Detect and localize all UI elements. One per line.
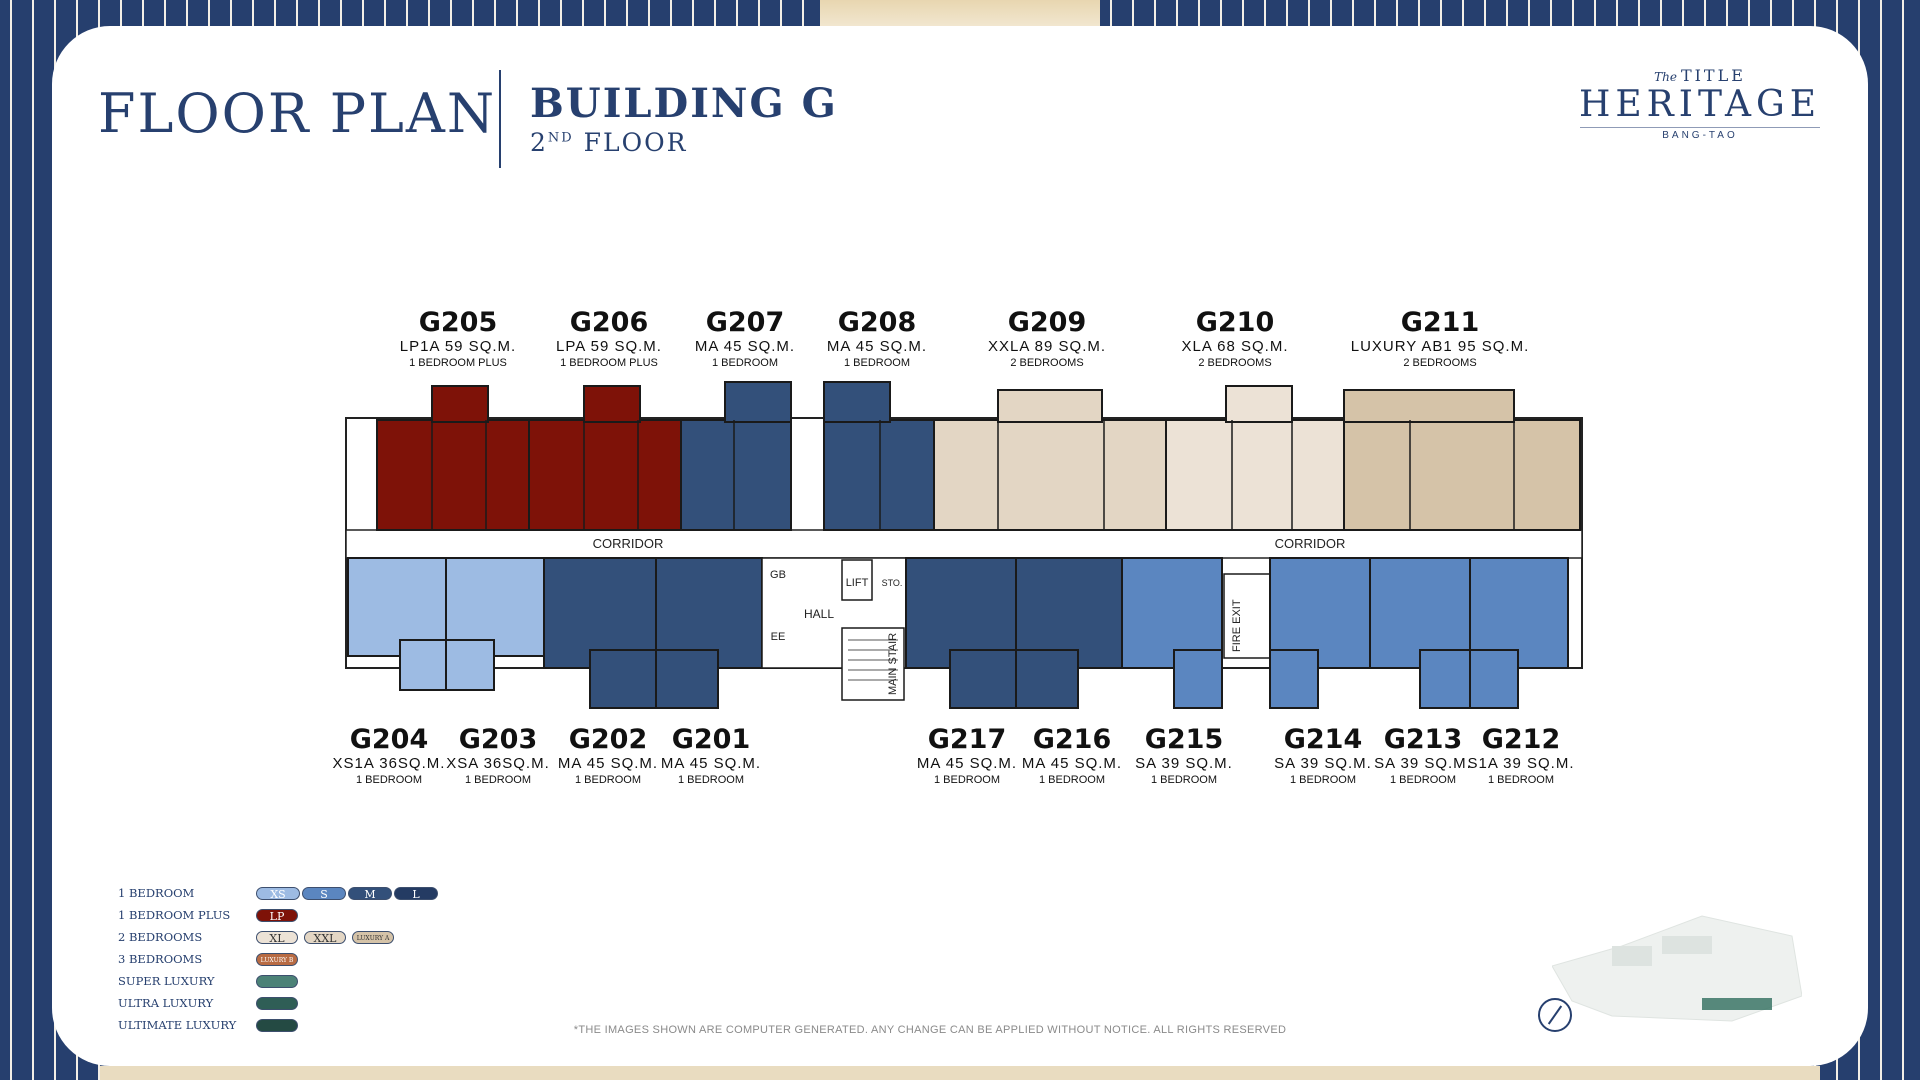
page-title: FLOOR PLAN	[98, 82, 497, 145]
legend-label: 2 BEDROOMS	[118, 930, 203, 944]
unit-area: XLA 68 SQ.M.	[1181, 338, 1289, 355]
legend-chip-luxury-b: LUXURY B	[256, 953, 298, 966]
unit-g211	[1344, 390, 1580, 530]
logo-sub: BANG-TAO	[1662, 130, 1738, 141]
legend-chip-lp: LP	[256, 909, 298, 922]
unit-g202	[544, 558, 656, 708]
legend-chip-xxl: XXL	[304, 931, 346, 944]
unit-g205	[377, 386, 529, 530]
unit-area: SA 39 SQ.M.	[1374, 755, 1472, 772]
unit-code: G208	[837, 307, 917, 338]
unit-code: G205	[418, 307, 498, 338]
unit-g207	[681, 382, 791, 530]
unit-g210	[1166, 386, 1344, 530]
unit-area: XS1A 36SQ.M.	[332, 755, 446, 772]
unit-code: G217	[927, 724, 1007, 755]
legend-chip-xs: XS	[256, 887, 300, 900]
corridor-label-right: CORRIDOR	[1274, 536, 1346, 551]
unit-beds: 1 BEDROOM PLUS	[560, 357, 658, 369]
unit-area: MA 45 SQ.M.	[660, 755, 762, 772]
unit-area: XXLA 89 SQ.M.	[987, 338, 1107, 355]
unit-beds: 1 BEDROOM	[1487, 774, 1554, 786]
unit-area: SA 39 SQ.M.	[1274, 755, 1372, 772]
legend-chip-s: S	[302, 887, 346, 900]
unit-beds: 1 BEDROOM PLUS	[409, 357, 507, 369]
hall-label: HALL	[803, 607, 835, 621]
unit-g212	[1470, 558, 1568, 708]
legend-label: ULTIMATE LUXURY	[118, 1018, 237, 1032]
legend-chip-ultra-luxury	[256, 997, 298, 1010]
unit-beds: 1 BEDROOM	[711, 357, 778, 369]
unit-beds: 2 BEDROOMS	[1198, 357, 1272, 369]
unit-code: G207	[705, 307, 785, 338]
unit-code: G210	[1195, 307, 1275, 338]
legend-chip-m: M	[348, 887, 392, 900]
unit-code: G201	[671, 724, 751, 755]
unit-area: LPA 59 SQ.M.	[556, 338, 662, 355]
unit-beds: 1 BEDROOM	[1038, 774, 1105, 786]
unit-code: G204	[349, 724, 429, 755]
unit-area: MA 45 SQ.M.	[694, 338, 796, 355]
unit-beds: 2 BEDROOMS	[1403, 357, 1477, 369]
unit-beds: 1 BEDROOM	[464, 774, 531, 786]
unit-g217	[906, 558, 1016, 708]
disclaimer: *THE IMAGES SHOWN ARE COMPUTER GENERATED. ANY CHANGE CAN BE APPLIED WITHOUT NOTICE. ALL RIGHTS RESERVED	[573, 1024, 1287, 1036]
unit-code: G202	[568, 724, 648, 755]
unit-code: G209	[1007, 307, 1087, 338]
unit-g206	[529, 386, 681, 530]
site-plan-thumbnail	[1552, 906, 1802, 1026]
legend-label: 1 BEDROOM	[118, 886, 195, 900]
unit-beds: 1 BEDROOM	[933, 774, 1000, 786]
legend-label: 3 BEDROOMS	[118, 952, 203, 966]
unit-beds: 1 BEDROOM	[355, 774, 422, 786]
legend-label: ULTRA LUXURY	[118, 996, 214, 1010]
unit-code: G206	[569, 307, 649, 338]
unit-area: SA 39 SQ.M.	[1135, 755, 1233, 772]
unit-g208	[824, 382, 934, 530]
unit-beds: 1 BEDROOM	[843, 357, 910, 369]
unit-beds: 1 BEDROOM	[1150, 774, 1217, 786]
unit-area: MA 45 SQ.M.	[916, 755, 1018, 772]
unit-beds: 2 BEDROOMS	[1010, 357, 1084, 369]
gb-label: GB	[770, 569, 786, 581]
legend-label: 1 BEDROOM PLUS	[118, 908, 231, 922]
legend-chip-ultimate-luxury	[256, 1019, 298, 1032]
unit-g215	[1122, 558, 1222, 708]
unit-beds: 1 BEDROOM	[574, 774, 641, 786]
floor-number: 2	[530, 128, 548, 157]
unit-code: G213	[1383, 724, 1463, 755]
legend-chip-super-luxury	[256, 975, 298, 988]
unit-area: MA 45 SQ.M.	[1021, 755, 1123, 772]
unit-code: G212	[1481, 724, 1561, 755]
unit-code: G214	[1283, 724, 1363, 755]
unit-area: MA 45 SQ.M.	[826, 338, 928, 355]
unit-area: MA 45 SQ.M.	[557, 755, 659, 772]
unit-area: LP1A 59 SQ.M.	[399, 338, 517, 355]
legend-chip-xl: XL	[256, 931, 298, 944]
corridor-label-left: CORRIDOR	[592, 536, 664, 551]
unit-area: LUXURY AB1 95 SQ.M.	[1350, 338, 1530, 355]
logo-the: The	[1654, 70, 1677, 84]
unit-code: G203	[458, 724, 538, 755]
legend-label: SUPER LUXURY	[118, 974, 215, 988]
unit-area: S1A 39 SQ.M.	[1467, 755, 1575, 772]
floor-suffix: ND	[547, 130, 574, 146]
legend-chip-l: L	[394, 887, 438, 900]
unit-area: XSA 36SQ.M.	[446, 755, 550, 772]
unit-g216	[1016, 558, 1122, 708]
corridor	[346, 530, 1582, 558]
unit-code: G211	[1400, 307, 1480, 338]
unit-code: G215	[1144, 724, 1224, 755]
unit-g204	[348, 558, 446, 690]
logo-title: TITLE	[1680, 66, 1746, 85]
compass-icon	[1538, 998, 1572, 1032]
building-name: BUILDING G	[530, 80, 838, 127]
legend-chip-luxury-a: LUXURY A	[352, 931, 394, 944]
unit-g214	[1270, 558, 1370, 708]
fire-exit-label: FIRE EXIT	[1231, 599, 1243, 652]
unit-g209	[934, 390, 1166, 530]
unit-g201	[656, 558, 762, 708]
unit-beds: 1 BEDROOM	[1389, 774, 1456, 786]
unit-beds: 1 BEDROOM	[677, 774, 744, 786]
floor-word: FLOOR	[583, 128, 688, 157]
main-stair-label: MAIN STAIR	[887, 632, 899, 695]
unit-g203	[446, 558, 544, 690]
ee-label: EE	[770, 631, 786, 643]
lift-label: LIFT	[845, 577, 869, 589]
unit-g213	[1370, 558, 1470, 708]
unit-code: G216	[1032, 724, 1112, 755]
unit-beds: 1 BEDROOM	[1289, 774, 1356, 786]
logo-main: HERITAGE	[1578, 84, 1822, 125]
storage-label: STO.	[881, 578, 903, 588]
